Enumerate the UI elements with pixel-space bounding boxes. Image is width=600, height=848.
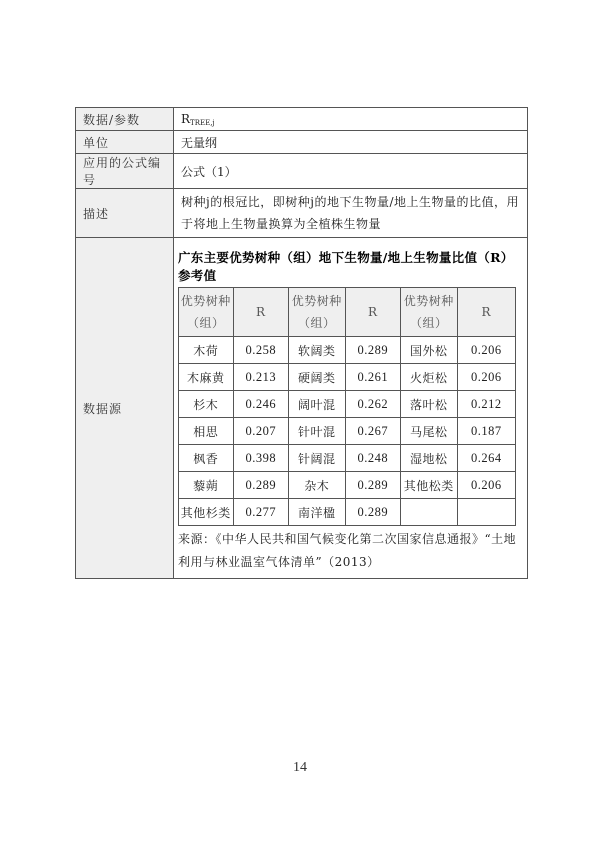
species-cell: 杉木 — [179, 391, 234, 418]
param-value — [174, 108, 528, 131]
species-cell: 杂木 — [289, 472, 346, 499]
source-content — [174, 238, 528, 579]
species-cell: 其他杉类 — [179, 499, 234, 526]
species-cell: 枫香 — [179, 445, 234, 472]
source-note: 来源：《中华人民共和国气候变化第二次国家信息通报》“土地利用与林业温室气体清单”（2013） — [178, 532, 517, 569]
param-subscript: TREE,j — [190, 118, 215, 127]
species-cell: 落叶松 — [401, 391, 458, 418]
species-cell: 硬阔类 — [289, 364, 346, 391]
ref-table — [178, 287, 516, 526]
unit-value: 无量纲 — [174, 131, 528, 154]
r-value-cell: 0.207 — [233, 418, 288, 445]
species-cell: 马尾松 — [401, 418, 458, 445]
r-value-cell: 0.264 — [457, 445, 515, 472]
header-r-1: R — [233, 288, 288, 337]
header-r-2: R — [345, 288, 400, 337]
r-value-cell: 0.398 — [233, 445, 288, 472]
r-value-cell: 0.289 — [345, 337, 400, 364]
species-cell: 湿地松 — [401, 445, 458, 472]
row-description — [76, 189, 528, 238]
table-row — [179, 391, 516, 418]
species-cell: 其他松类 — [401, 472, 458, 499]
species-cell — [401, 499, 458, 526]
table-row — [179, 445, 516, 472]
r-value-cell: 0.187 — [457, 418, 515, 445]
table-row — [179, 499, 516, 526]
parameter-table — [75, 107, 528, 579]
species-cell: 木荷 — [179, 337, 234, 364]
header-species-3: 优势树种（组） — [401, 288, 458, 337]
species-cell: 火炬松 — [401, 364, 458, 391]
row-formula — [76, 154, 528, 189]
formula-value: 公式（1） — [174, 154, 528, 189]
r-value-cell: 0.261 — [345, 364, 400, 391]
r-value-cell: 0.206 — [457, 472, 515, 499]
r-value-cell: 0.258 — [233, 337, 288, 364]
table-row — [179, 472, 516, 499]
r-value-cell: 0.212 — [457, 391, 515, 418]
r-value-cell: 0.289 — [345, 499, 400, 526]
ref-table-title: 广东主要优势树种（组）地下生物量/地上生物量比值（R）参考值 — [178, 250, 514, 283]
header-r-3: R — [457, 288, 515, 337]
r-value-cell: 0.267 — [345, 418, 400, 445]
row-param — [76, 108, 528, 131]
row-unit — [76, 131, 528, 154]
species-cell: 国外松 — [401, 337, 458, 364]
header-species-1: 优势树种（组） — [179, 288, 234, 337]
r-value-cell: 0.248 — [345, 445, 400, 472]
r-value-cell: 0.289 — [345, 472, 400, 499]
species-cell: 南洋楹 — [289, 499, 346, 526]
unit-label: 单位 — [76, 131, 174, 154]
description-label: 描述 — [76, 189, 174, 238]
description-value: 树种j的根冠比，即树种j的地下生物量/地上生物量的比值，用于将地上生物量换算为全植株生物量 — [174, 189, 528, 238]
species-cell: 针叶混 — [289, 418, 346, 445]
formula-label: 应用的公式编号 — [76, 154, 174, 189]
param-symbol: R — [181, 111, 191, 126]
ref-table-header — [179, 288, 516, 337]
r-value-cell: 0.246 — [233, 391, 288, 418]
species-cell: 木麻黄 — [179, 364, 234, 391]
header-species-2: 优势树种（组） — [289, 288, 346, 337]
row-source — [76, 238, 528, 579]
species-cell: 针阔混 — [289, 445, 346, 472]
r-value-cell: 0.206 — [457, 364, 515, 391]
table-row — [179, 418, 516, 445]
param-label: 数据/参数 — [76, 108, 174, 131]
species-cell: 阔叶混 — [289, 391, 346, 418]
r-value-cell: 0.262 — [345, 391, 400, 418]
species-cell: 藜蒴 — [179, 472, 234, 499]
page-number: 14 — [293, 760, 307, 775]
r-value-cell: 0.213 — [233, 364, 288, 391]
r-value-cell — [457, 499, 515, 526]
r-value-cell: 0.206 — [457, 337, 515, 364]
r-value-cell: 0.277 — [233, 499, 288, 526]
table-row — [179, 364, 516, 391]
table-row — [179, 337, 516, 364]
source-label: 数据源 — [76, 238, 174, 579]
r-value-cell: 0.289 — [233, 472, 288, 499]
species-cell: 软阔类 — [289, 337, 346, 364]
species-cell: 相思 — [179, 418, 234, 445]
